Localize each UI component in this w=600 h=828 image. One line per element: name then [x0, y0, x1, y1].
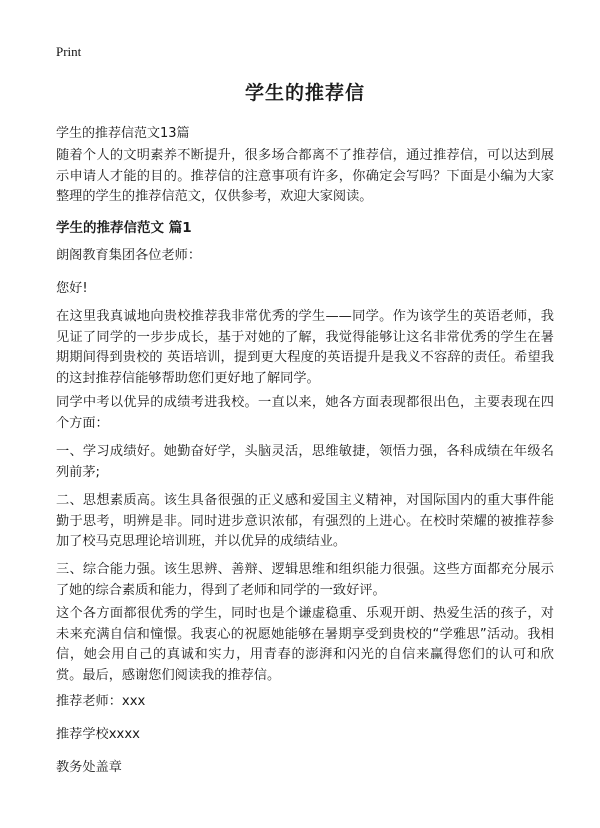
document-title: 学生的推荐信: [244, 82, 365, 104]
body-paragraph: 二、思想素质高。该生具备很强的正义感和爱国主义精神，对国际国内的重大事件能勤于思考，明辨是非。同时进步意识浓郁，有强烈的上进心。在校时荣耀的被推荐参加了校马克思理论培训班，并以优异的成绩结业。: [56, 493, 554, 549]
body-paragraph: 在这里我真诚地向贵校推荐我非常优秀的学生——同学。作为该学生的英语老师，我见证了同学的一步步成长，基于对她的了解，我觉得能够让这名非常优秀的学生在暑期期间得到贵校的 英语培训，提到更大程度的英语提升是我义不容辞的责任。希望我的这封推荐信能够帮助您们更好地了解同学。: [56, 309, 554, 386]
salutation: 朗阁教育集团各位老师：: [56, 248, 202, 263]
body-paragraph: 同学中考以优异的成绩考进我校。一直以来，她各方面表现都很出色，主要表现在四个方面：: [56, 395, 554, 431]
stamp-line: 教务处盖章: [56, 760, 122, 775]
print-link[interactable]: Print: [56, 44, 82, 59]
recommender-line: 推荐老师：xxx: [56, 694, 146, 709]
greeting: 您好!: [56, 281, 88, 296]
body-paragraph: 一、学习成绩好。她勤奋好学，头脑灵活，思维敏捷，领悟力强，各科成绩在年级名列前茅;: [56, 444, 554, 480]
document-subtitle: 学生的推荐信范文13篇: [56, 126, 190, 141]
body-paragraph: 三、综合能力强。该生思辨、善辩、逻辑思维和组织能力很强。这些方面都充分展示了她的综合素质和能力，得到了老师和同学的一致好评。: [56, 562, 554, 598]
intro-paragraph: 随着个人的文明素养不断提升，很多场合都离不了推荐信，通过推荐信，可以达到展示申请人才能的目的。推荐信的注意事项有许多，你确定会写吗？下面是小编为大家整理的学生的推荐信范文，仅供参考，欢迎大家阅读。: [56, 148, 554, 204]
section-heading: 学生的推荐信范文 篇1: [56, 220, 192, 236]
school-line: 推荐学校xxxx: [56, 727, 140, 742]
body-paragraph: 这个各方面都很优秀的学生，同时也是个谦虚稳重、乐观开朗、热爱生活的孩子，对未来充满自信和憧憬。我衷心的祝愿她能够在暑期享受到贵校的“学雅思”活动。我相信，她会用自己的真诚和实力，用青春的澎湃和闪光的自信来赢得您们的认可和欣赏。最后，感谢您们阅读我的推荐信。: [56, 606, 554, 683]
